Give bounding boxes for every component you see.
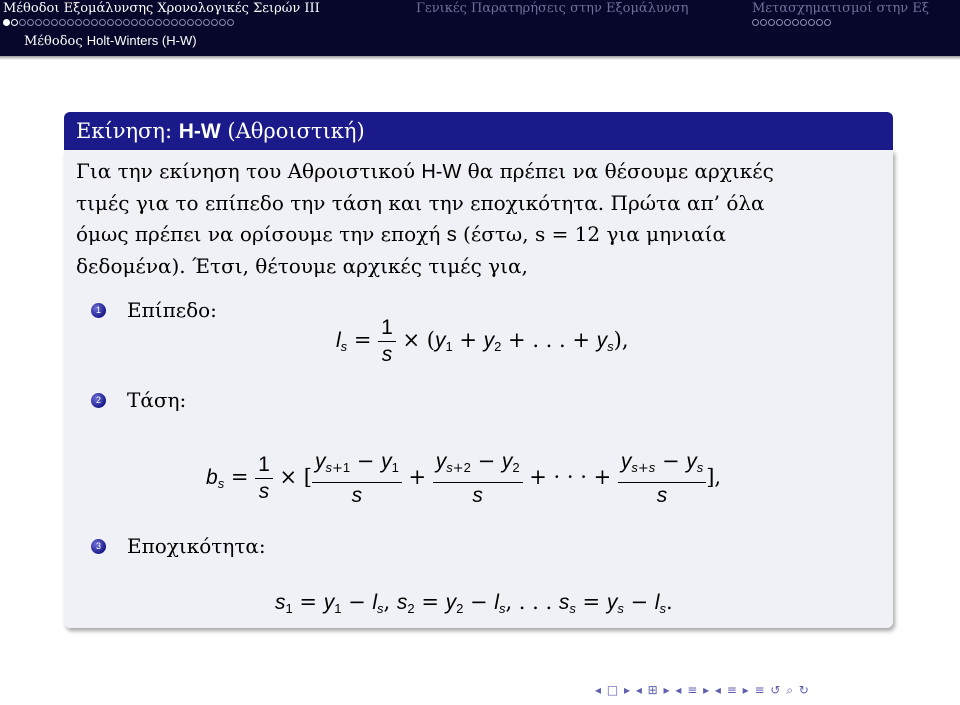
subsection-name: Holt-Winters (H-W) bbox=[86, 33, 197, 48]
subsection-title bbox=[24, 32, 197, 51]
equation-level: $l_s$ = $\frac{1}{s}$ × ($y_1 + y_2$ + . . . + $y_s$), bbox=[336, 316, 629, 366]
subsection-prefix: Μέθοδος bbox=[24, 34, 83, 49]
item-number-3: 3 bbox=[91, 539, 106, 554]
content-block bbox=[64, 112, 893, 628]
section-link-current[interactable]: Μέθοδοι Εξομάλυνσης Χρονολογικές Σειρών ΙΙΙ bbox=[3, 1, 320, 16]
block-title-hw: H-W bbox=[178, 120, 221, 143]
block-body bbox=[64, 150, 893, 628]
slide-progress-dots-next[interactable] bbox=[752, 19, 832, 29]
item-label-level: Επίπεδο: bbox=[127, 298, 217, 322]
header-bar bbox=[0, 0, 960, 56]
slide-progress-dots-current[interactable] bbox=[3, 19, 235, 29]
block-title-suffix: (Αθροιστική) bbox=[227, 119, 365, 143]
item-label-seasonality: Εποχικότητα: bbox=[127, 534, 266, 558]
equation-trend: $b_s$ = $\frac{1}{s}$ × [ $\frac{y_{s+1} - y_1}{s}$ + $\frac{y_{s+2} - y_2}{s}$ + · · · + $\frac{y_{s+s} - y_s}{s}$ ], bbox=[206, 449, 722, 507]
item-label-trend: Τάση: bbox=[127, 388, 187, 412]
section-nav bbox=[0, 0, 960, 18]
intro-line: Για την εκίνηση του Αθροιστικού H-W θα πρέπει να θέσουμε αρχικές bbox=[76, 159, 774, 183]
section-link-transforms[interactable]: Μετασχηματισμοί στην Εξ bbox=[752, 1, 929, 16]
section-link-general[interactable]: Γενικές Παρατηρήσεις στην Εξομάλυνση bbox=[416, 1, 689, 16]
header-shadow bbox=[0, 56, 960, 60]
intro-line: δεδομένα). Έτσι, θέτουμε αρχικές τιμές για, bbox=[76, 254, 528, 278]
intro-line: όμως πρέπει να ορίσουμε την εποχή s (έστω, s = 12 για μηνιαία bbox=[76, 222, 726, 246]
intro-paragraph bbox=[76, 156, 881, 282]
equation-seasonality: $s_1 = y_1 - l_s$, $s_2 = y_2 - l_s$, . . . $s_s = y_s - l_s$. bbox=[275, 590, 673, 616]
block-title-prefix: Εκίνηση: bbox=[76, 119, 173, 143]
block-title bbox=[64, 112, 893, 150]
beamer-navigation-icons[interactable]: ◂ □ ▸ ◂ ⊞ ▸ ◂ ≡ ▸ ◂ ≡ ▸ ≡ ↺ ⌕ ↻ bbox=[595, 683, 810, 697]
intro-line: τιμές για το επίπεδο την τάση και την εποχικότητα. Πρώτα απ’ όλα bbox=[76, 191, 765, 215]
item-number-1: 1 bbox=[91, 303, 106, 318]
item-number-2: 2 bbox=[91, 393, 106, 408]
